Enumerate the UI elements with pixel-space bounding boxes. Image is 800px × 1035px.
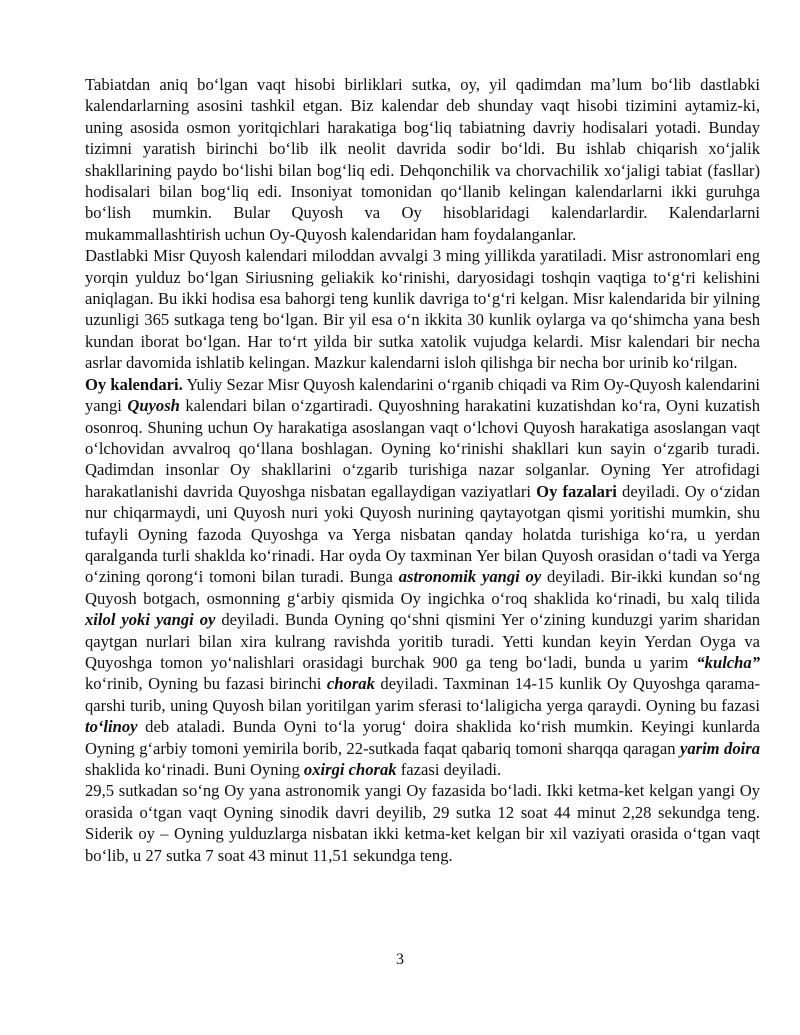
document-body [85,74,760,866]
emphasis-term: “kulcha” [696,652,760,672]
emphasis-term: astronomik yangi oy [398,567,542,587]
emphasis-term: xilol yoki yangi oy [85,610,216,630]
paragraph-text: deb ataladi. Bunda Oyni toʻla yorugʻ doira shaklida koʻrish mumkin. Keyingi kunlarda Oyning gʻarbiy tomoni yemirila borib, 22-sutkada faqat qabariq tomoni sharqqa qaragan [85,717,760,758]
paragraph-text: fazasi deyiladi. [396,760,502,779]
emphasis-term: toʻlinoy [85,717,138,737]
emphasis-term: yarim doira [679,738,760,758]
paragraph-moon-calendar [85,374,760,781]
paragraph-text: deyiladi. Oy oʻzidan nur chiqarmaydi, uni Quyosh nuri yoki Quyosh nurining qaytayotgan qismi yoritishi mumkin, shu tufayli Oyning fazoda Quyoshga va Yerga nisbatan qanday holatda turishiga koʻra, u yerdan qaralganda turli shaklda koʻrinadi. Har oyda Oy taxminan Yer bilan Quyosh orasidan oʻtadi va Yerga oʻzining qorongʻi tomoni bilan turadi. Bunga [85,481,760,587]
paragraph-synodic-period [85,780,760,866]
paragraph-intro [85,74,760,245]
paragraph-text: deyiladi. Bunda Oyning qoʻshni qismini Yer oʻzining kunduzgi yarim sharidan qaytgan nurlari bilan xira kulrang ravishda yoritib turadi. Yetti kundan keyin Yerdan Oyga va Quyoshga tomon yoʻnalishlari orasidagi burchak 900 ga teng boʻladi, bunda u yarim [85,610,760,672]
paragraph-text: deyiladi. Bir-ikki kundan soʻng Quyosh botgach, osmonning gʻarbiy qismida Oy ingichka oʻroq shaklida koʻrinadi, bu xalq tilida [85,567,761,608]
paragraph-text: kalendari bilan oʻzgartiradi. Quyoshning harakatini kuzatishdan koʻra, Oyni kuzatish osonroq. Shuning uchun Oy harakatiga asoslangan vaqt oʻlchovi Quyosh harakatiga asoslangan vaqt oʻlchovidan avvalroq qoʻllana boshlagan. Oyning koʻrinishi shakllari kun sayin oʻzgarib turadi. Qadimdan insonlar Oy shakllarini oʻzgarib turishiga nazar solganlar. Oyning Yer atrofidagi harakatlanishi davrida Quyoshga nisbatan egallaydigan vaziyatlari [85,396,760,501]
paragraph-text: deyiladi. Taxminan 14-15 kunlik Oy Quyoshga qarama-qarshi turib, uning Quyosh bilan yoritilgan yarim sferasi toʻlaligicha yerga qaraydi. Oyning bu fazasi [85,674,761,715]
section-heading-inline: Oy kalendari. [85,374,183,394]
paragraph-text: Yuliy Sezar Misr Quyosh kalendarini oʻrganib chiqadi va Rim Oy-Quyosh kalendarini yangi [85,374,760,416]
emphasis-term: oxirgi chorak [303,760,397,779]
emphasis-term: chorak [326,674,375,694]
paragraph-text: Dastlabki Misr Quyosh kalendari miloddan avvalgi 3 ming yillikda yaratiladi. Misr astronomlari eng yorqin yulduz boʻlgan Siriusning geliakik koʻrinishi, daryosidagi toshqin vaqtiga toʻgʻri kelishini aniqlagan. Bu ikki hodisa esa bahorgi teng kunlik davriga toʻgʻri kelgan. Misr kalendarida bir yilning uzunligi 365 sutkaga teng boʻlgan. Bir yil esa oʻn ikkita 30 kunlik oylarga va qoʻshimcha yana besh kundan iborat boʻlgan. Har toʻrt yilda bir sutka xatolik vujudga kelardi. Misr kalendari bir necha asrlar davomida ishlatib kelingan. Mazkur kalendarni isloh qilishga bir necha bor urinib koʻrilgan. [85,246,760,373]
page-number: 3 [396,951,404,968]
paragraph-text: shaklida koʻrinadi. Buni Oyning [85,760,304,779]
paragraph-text: koʻrinib, Oyning bu fazasi birinchi [85,674,327,694]
paragraph-text: Tabiatdan aniq boʻlgan vaqt hisobi birliklari sutka, oy, yil qadimdan maʼlum boʻlib dastlabki kalendarlarning asosini tashkil etgan. Biz kalendar deb shunday vaqt hisobi tizimini aytamiz-ki, uning asosida osmon yoritqichlari harakatiga bogʻliq tabiatning davriy hodisalari yotadi. Bunday tizimni yaratish birinchi boʻlib ilk neolit davrida sodir boʻldi. Bu ishlab chiqarish xoʻjalik shakllarining paydo boʻlishi bilan bogʻliq edi. Dehqonchilik va chorvachilik xoʻjaligi tabiat (fasllar) hodisalari bilan bogʻliq edi. Insoniyat tomonidan qoʻllanib kelingan kalendarlarni ikki guruhga boʻlish mumkin. Bular Quyosh va Oy hisoblaridagi kalendarlardir. Kalendarlarni mukammallashtirish uchun Oy-Quyosh kalendaridan ham foydalanganlar. [85,75,760,244]
paragraph-text: 29,5 sutkadan soʻng Oy yana astronomik yangi Oy fazasida boʻladi. Ikki ketma-ket kelgan yangi Oy orasida oʻtgan vaqt Oyning sinodik davri deyilib, 29 sutka 12 soat 44 minut 2,28 sekundga teng. Siderik oy – Oyning yulduzlarga nisbatan ikki ketma-ket kelgan bir xil vaziyati orasida oʻtgan vaqt boʻlib, u 27 sutka 7 soat 43 minut 11,51 sekundga teng. [85,781,760,865]
emphasis-term: Quyosh [127,396,180,416]
paragraph-egypt-calendar [85,245,760,373]
bold-term: Oy fazalari [536,481,617,501]
